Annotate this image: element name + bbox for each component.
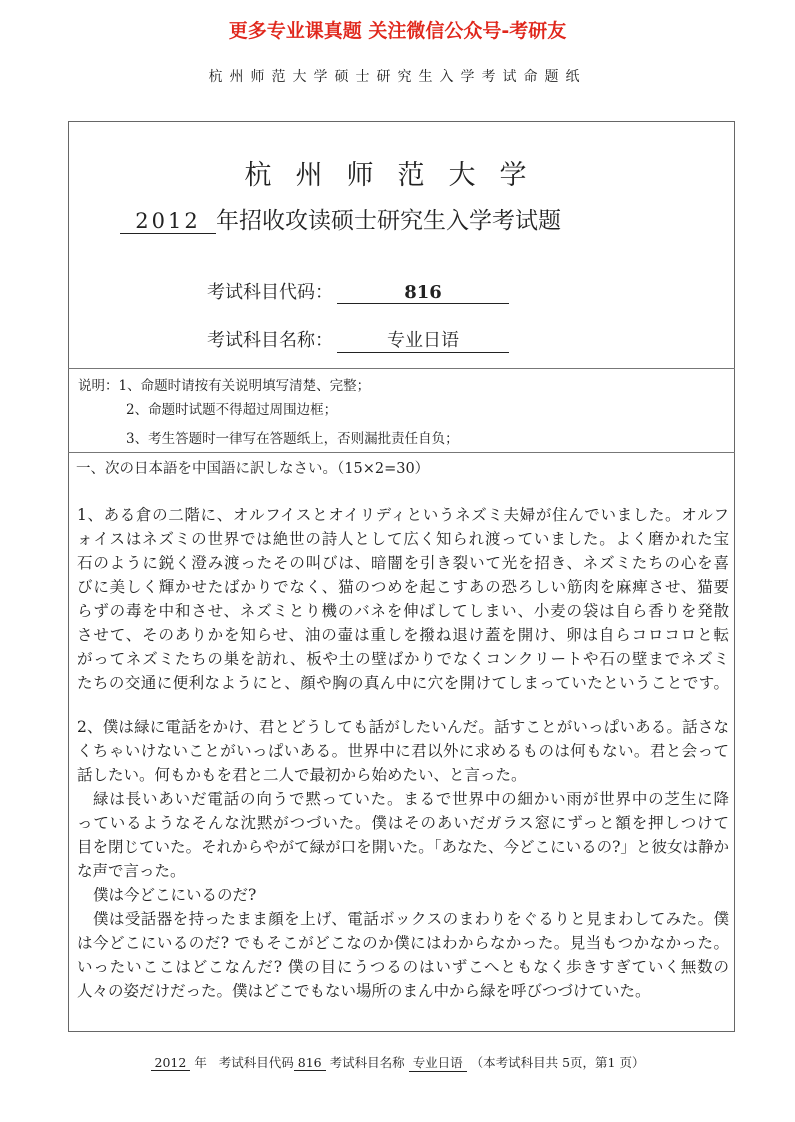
passage-1-line: 1、ある倉の二階に、オルフイスとオイリディというネズミ夫婦が住んでいました。オルフ (77, 506, 729, 524)
passage-2-line: っているようなそんな沈黙がつづいた。僕はそのあいだガラス窓にずっと額を押しつけて (77, 814, 729, 832)
subject-name-value: 专业日语 (337, 326, 509, 353)
passage-1-line: がってネズミたちの巣を訪れ、板や土の壁ばかりでなくコンクリートや石の壁までネズミ (77, 650, 729, 668)
footer-year: 2012 (151, 1055, 191, 1071)
passage-2-line: くちゃいけないことがいっぱいある。世界中に君以外に求めるものは何もない。君と会って (77, 742, 729, 760)
passage-2-line: 目を閉じていた。それからやがて緑が口を開いた。「あなた、今どこにいるの?」と彼女は静か (77, 838, 729, 856)
passage-2-line: な声で言った。 (77, 862, 186, 880)
passage-2-line: 緑は長いあいだ電話の向うで黙っていた。まるで世界中の細かい雨が世界中の芝生に降 (93, 790, 729, 808)
footer-code: 816 (294, 1055, 326, 1071)
promo-banner: 更多专业课真题 关注微信公众号-考研友 (228, 20, 567, 42)
note-2: 2、命题时试题不得超过周围边框； (126, 402, 338, 418)
subject-code-value: 816 (337, 282, 509, 304)
passage-2-line: は今どこにいるのだ? でもそこがどこなのか僕にはわからなかった。見当もつかなかった。 (77, 934, 729, 952)
passage-1-line: させて、そのありかを知らせ、油の壷は重しを撥ね退け蓋を開け、卵は自らコロコロと転 (77, 626, 729, 644)
exam-title-text: 年招收攻读硕士研究生入学考试题 (216, 208, 561, 234)
passage-2-line: 僕は受話器を持ったまま顔を上げ、電話ボックスのまわりをぐるりと見まわしてみた。僕 (93, 910, 729, 928)
footer-code-label: 考试科目代码 (218, 1055, 294, 1070)
passage-1-line: たちの交通に便利なようにと、顔や胸の真ん中に穴を開けてしまっていたということです。 (77, 674, 729, 692)
footer-year-suffix: 年 (194, 1055, 207, 1070)
subject-code-label: 考试科目代码： (207, 282, 333, 303)
passage-1-line: びに美しく輝かせたばかりでなく、猫のつめを起こすあの恐ろしい筋肉を麻痺させ、猫要 (77, 578, 729, 596)
footer-name: 专业日语 (409, 1053, 467, 1072)
passage-2-line: 人々の姿だけだった。僕はどこでもない場所のまん中から緑を呼びつづけていた。 (77, 982, 651, 1000)
university-name: 杭州师范大学 (244, 160, 551, 191)
section-title: 一、次の日本語を中国語に訳しなさい。（15×2=30） (76, 461, 430, 477)
passage-2-line: 話したい。何もかもを君と二人で最初から始めたい、と言った。 (77, 766, 527, 784)
passage-2-line: 2、僕は緑に電話をかけ、君とどうしても話がしたいんだ。話すことがいっぱいある。話さな (77, 718, 729, 736)
passage-1-line: ォイスはネズミの世界では絶世の詩人として広く知られ渡っていました。よく磨かれた宝 (77, 530, 729, 548)
divider (68, 452, 735, 453)
footer-name-label: 考试科目名称 (329, 1055, 405, 1070)
exam-title (120, 202, 561, 235)
passage-2-line: いったいここはどこなんだ? 僕の目にうつるのはいずこへともなく歩きすぎていく無数の (77, 958, 729, 976)
divider (68, 368, 735, 369)
passage-1-line: 石のように鋭く澄み渡ったその叫びは、暗闇を引き裂いて光を招き、ネズミたちの心を喜 (77, 554, 729, 572)
subject-code-field (207, 278, 509, 304)
subject-name-field (207, 326, 509, 353)
exam-year: 2012 (120, 209, 216, 234)
note-1: 说明：1、命题时请按有关说明填写清楚、完整； (78, 378, 371, 394)
passage-2-line: 僕は今どこにいるのだ? (93, 886, 257, 904)
subject-name-label: 考试科目名称： (207, 330, 333, 351)
page-footer (0, 1053, 795, 1072)
paper-header: 杭州师范大学硕士研究生入学考试命题纸 (208, 69, 587, 85)
note-3: 3、考生答题时一律写在答题纸上，否则漏批责任自负； (126, 431, 459, 447)
passage-1-line: らずの毒を中和させ、ネズミとり機のバネを伸ばしてしまい、小麦の袋は自ら香りを発散 (77, 602, 729, 620)
footer-pages: （本考试科目共 5页，第1 页） (470, 1055, 645, 1070)
